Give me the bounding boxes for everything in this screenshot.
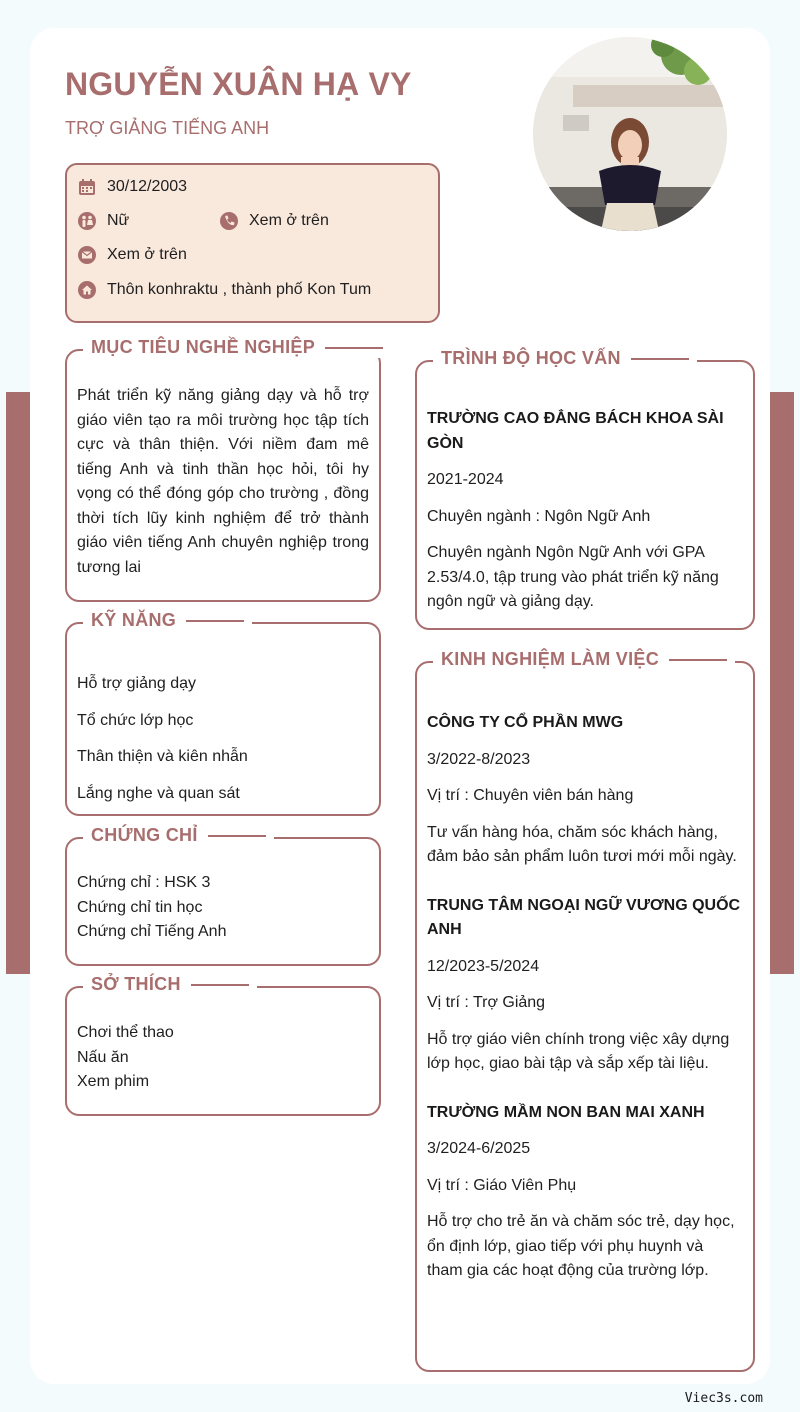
job-description: Hỗ trợ cho trẻ ăn và chăm sóc trẻ, dạy học, ổn định lớp, giao tiếp với phụ huynh và tham gia các hoạt động của trường lớp. (427, 1213, 735, 1279)
job-period: 3/2022-8/2023 (427, 750, 531, 768)
phone-value: Xem ở trên (249, 212, 329, 229)
address-row (77, 280, 371, 300)
certificates-section (65, 825, 381, 966)
certificate-item: Chứng chỉ : HSK 3 (77, 874, 211, 891)
side-band-right (770, 392, 794, 974)
hobbies-heading: SỞ THÍCH (83, 974, 257, 995)
hobbies-list (77, 1021, 369, 1095)
skill-item: Hỗ trợ giảng dạy (77, 675, 196, 692)
objective-text: Phát triển kỹ năng giảng dạy và hỗ trợ giáo viên tạo ra môi trường học tập tích cực và thân thiện. Với niềm đam mê tiếng Anh và tinh thần học hỏi, tôi hy vọng có thể đóng góp cho trường , đồng thời tích lũy kinh nghiệm để trở thành giáo viên tiếng Anh chuyên nghiệp trong tương lai (77, 387, 369, 576)
skills-section (65, 610, 381, 816)
gender-row (77, 211, 129, 231)
job-entry (427, 894, 743, 1077)
email-icon (77, 245, 97, 265)
experience-heading: KINH NGHIỆM LÀM VIỆC (433, 649, 735, 670)
education-major: Chuyên ngành : Ngôn Ngữ Anh (427, 507, 651, 525)
candidate-name: NGUYỄN XUÂN HẠ VY (65, 66, 412, 102)
education-period: 2021-2024 (427, 471, 504, 488)
experience-section (415, 649, 755, 1372)
email-row (77, 245, 187, 265)
job-position: Vị trí : Trợ Giảng (427, 994, 546, 1011)
phone-icon (219, 211, 239, 231)
certificate-item: Chứng chỉ tin học (77, 898, 203, 916)
job-position: Vị trí : Giáo Viên Phụ (427, 1176, 577, 1194)
objective-section (65, 337, 381, 602)
skill-item: Thân thiện và kiên nhẫn (77, 748, 248, 765)
email-value: Xem ở trên (107, 246, 187, 263)
dob-row (77, 177, 187, 197)
contact-info-box (65, 163, 440, 323)
hobby-item: Nấu ăn (77, 1048, 129, 1066)
job-description: Hỗ trợ giáo viên chính trong việc xây dựng lớp học, giao bài tập và sắp xếp tài liệu. (427, 1030, 730, 1072)
home-icon (77, 280, 97, 300)
education-section (415, 348, 755, 630)
address-value: Thôn konhraktu , thành phố Kon Tum (107, 281, 372, 298)
profile-photo (533, 37, 727, 231)
job-entry (427, 1101, 743, 1284)
job-entry (427, 711, 743, 870)
phone-row (219, 211, 329, 231)
education-content (427, 407, 743, 615)
job-company: TRUNG TÂM NGOẠI NGỮ VƯƠNG QUỐC ANH (427, 896, 741, 938)
school-name: TRƯỜNG CAO ĐẲNG BÁCH KHOA SÀI GÒN (427, 410, 724, 452)
job-period: 3/2024-6/2025 (427, 1140, 531, 1157)
candidate-job-title: TRỢ GIẢNG TIẾNG ANH (65, 118, 270, 138)
gender-value: Nữ (107, 212, 130, 229)
job-company: TRƯỜNG MẦM NON BAN MAI XANH (427, 1103, 705, 1121)
side-band-left (6, 392, 30, 974)
skill-item: Tổ chức lớp học (77, 711, 194, 729)
hobbies-section (65, 974, 381, 1116)
hobby-item: Xem phim (77, 1073, 150, 1090)
certificate-item: Chứng chỉ Tiếng Anh (77, 923, 227, 940)
job-period: 12/2023-5/2024 (427, 957, 540, 975)
experience-list (427, 711, 743, 1284)
gender-icon (77, 211, 97, 231)
skill-item: Lắng nghe và quan sát (77, 784, 240, 802)
certificates-heading: CHỨNG CHỈ (83, 825, 274, 846)
certificates-list (77, 871, 369, 945)
education-heading: TRÌNH ĐỘ HỌC VẤN (433, 348, 697, 369)
objective-heading: MỤC TIÊU NGHỀ NGHIỆP (83, 337, 391, 358)
job-company: CÔNG TY CỔ PHẦN MWG (427, 714, 624, 731)
hobby-item: Chơi thể thao (77, 1024, 174, 1041)
skills-list (77, 672, 369, 806)
job-description: Tư vấn hàng hóa, chăm sóc khách hàng, đảm bảo sản phẩm luôn tươi mới mỗi ngày. (427, 823, 737, 865)
dob-value: 30/12/2003 (107, 178, 188, 195)
job-position: Vị trí : Chuyên viên bán hàng (427, 787, 634, 804)
education-description: Chuyên ngành Ngôn Ngữ Anh với GPA 2.53/4.0, tập trung vào phát triển kỹ năng ngôn ngữ và giảng dạy. (427, 544, 719, 610)
footer-brand[interactable]: Viec3s.com (684, 1391, 763, 1406)
skills-heading: KỸ NĂNG (83, 610, 252, 631)
calendar-icon (77, 177, 97, 197)
